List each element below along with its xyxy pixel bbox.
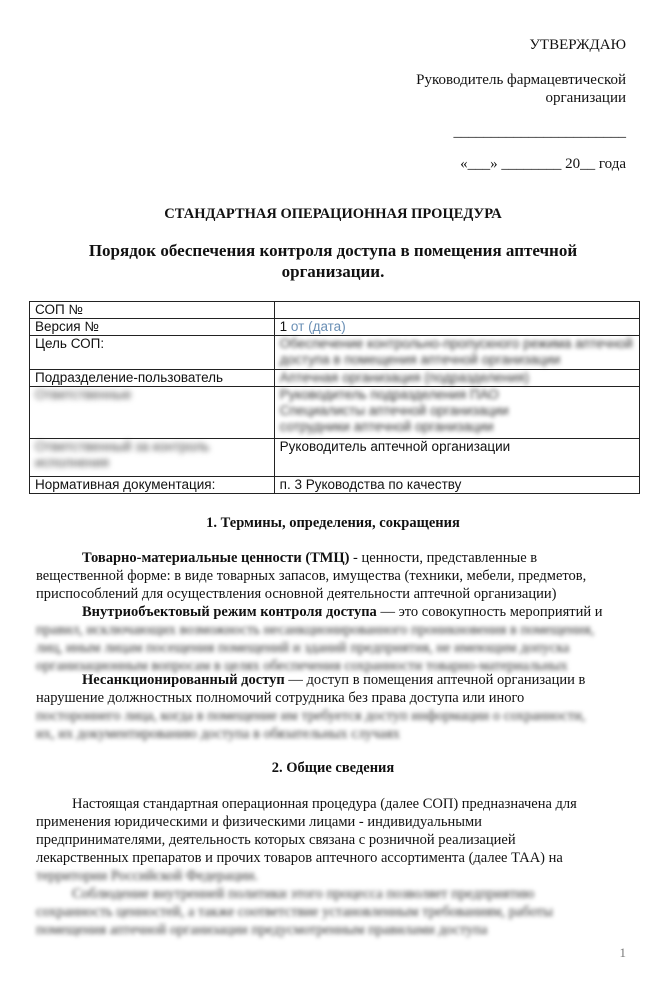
- tmc-line: [36, 549, 626, 567]
- subdivision-value: Аптечная организация (подразделения): [274, 370, 639, 387]
- control-label-line: Ответственный за контроль: [35, 439, 210, 454]
- sop-number-value: [274, 302, 639, 319]
- control-label-line: исполнения: [35, 455, 109, 470]
- approval-position-line2: организации: [545, 90, 626, 106]
- purpose-value-line: Обеспечение контрольно-пропускного режима аптечной: [279, 336, 633, 351]
- section2-blurred-line: территории Российской Федерации.: [36, 868, 259, 884]
- tmc-line: приспособлений для осуществления основной деятельности аптечной организации): [36, 586, 557, 602]
- responsible-value-line: сотрудники аптечной организации: [279, 419, 494, 434]
- unauth-text: — доступ в помещения аптечной организации в: [284, 672, 586, 688]
- section2-line: предпринимателями, деятельность которых связана с розничной реализацией: [36, 832, 516, 848]
- document-title-line1: Порядок обеспечения контроля доступа в помещения аптечной: [88, 241, 578, 260]
- sop-number-label: СОП №: [30, 302, 275, 319]
- section2-blurred-line: помещения аптечной организации предусмотренным правилами доступа: [36, 922, 488, 938]
- version-date: от (дата): [290, 319, 346, 334]
- access-term: Внутриобъектовый режим контроля доступа: [82, 604, 377, 620]
- access-line: [36, 603, 626, 621]
- unauth-line: [36, 671, 626, 689]
- access-text: — это совокупность мероприятий и: [376, 604, 603, 620]
- document-type: СТАНДАРТНАЯ ОПЕРАЦИОННАЯ ПРОЦЕДУРА: [164, 206, 502, 222]
- unauth-term: Несанкционированный доступ: [82, 672, 285, 688]
- control-label: [30, 439, 275, 477]
- section2-line: применения юридическими и физическими лицами - индивидуальными: [36, 814, 482, 830]
- table-row: [30, 477, 640, 494]
- unauth-blurred-line: постороннего лица, когда в помещение им требуется доступ информации о сохранности,: [36, 708, 586, 724]
- section2-blurred-line: сохранность ценностей, а также соответствие установленным требованиям, работы: [36, 904, 553, 920]
- normdoc-value: п. 3 Руководства по качеству: [274, 477, 639, 494]
- responsible-value-line: Руководитель подразделения ПАО: [279, 387, 499, 402]
- approval-signature-line: _______________________: [453, 124, 626, 140]
- approval-position-line1: Руководитель фармацевтической: [416, 72, 626, 88]
- purpose-value-line: доступа в помещения аптечной организации: [279, 352, 561, 367]
- access-blurred-line: правил, исключающих возможность несанкционированного проникновения в помещения,: [36, 622, 595, 638]
- unauth-blurred-line: их, их документированию доступа в обязательных случаях: [36, 726, 400, 742]
- tmc-definition: [36, 549, 626, 603]
- sop-info-table: [29, 301, 640, 494]
- responsible-label: Ответственные: [30, 387, 275, 439]
- unauth-line: нарушение должностных полномочий сотрудника без права доступа или иного: [36, 690, 525, 706]
- version-label: Версия №: [30, 319, 275, 336]
- section1-title: 1. Термины, определения, сокращения: [206, 515, 460, 531]
- page-number: 1: [619, 945, 626, 960]
- access-blurred-line: организационным вопросам в целях обеспечения сохранности товарно-материальных: [36, 658, 568, 674]
- section2-line: Настоящая стандартная операционная процедура (далее СОП) предназначена для: [72, 796, 577, 812]
- version-value: [274, 319, 639, 336]
- purpose-value: [274, 336, 639, 370]
- table-row: [30, 387, 640, 439]
- table-row: [30, 302, 640, 319]
- tmc-line: вещественной форме: в виде товарных запасов, имущества (техники, мебели, предметов,: [36, 568, 587, 584]
- section2-line: лекарственных препаратов и прочих товаров аптечного ассортимента (далее ТАА) на: [36, 850, 563, 866]
- responsible-value: [274, 387, 639, 439]
- access-definition: [36, 603, 626, 675]
- subdivision-label: Подразделение-пользователь: [30, 370, 275, 387]
- table-row: [30, 439, 640, 477]
- section2-paragraph1: [36, 795, 626, 939]
- purpose-label: Цель СОП:: [30, 336, 275, 370]
- responsible-value-line: Специалисты аптечной организации: [279, 403, 509, 418]
- document-title-line2: организации.: [281, 262, 385, 281]
- normdoc-label: Нормативная документация:: [30, 477, 275, 494]
- tmc-term: Товарно-материальные ценности (ТМЦ): [82, 550, 350, 566]
- control-value: Руководитель аптечной организации: [274, 439, 639, 477]
- table-row: [30, 319, 640, 336]
- unauth-definition: [36, 671, 626, 743]
- section2-title: 2. Общие сведения: [271, 760, 395, 776]
- table-row: [30, 336, 640, 370]
- version-number: 1: [279, 319, 288, 334]
- approval-date-line: «___» ________ 20__ года: [460, 156, 626, 172]
- section2-blurred-line: Соблюдение внутренней политики этого процесса позволяет предприятию: [72, 886, 535, 902]
- approval-title: УТВЕРЖДАЮ: [529, 37, 626, 53]
- tmc-text: - ценности, представленные в: [349, 550, 538, 566]
- access-blurred-line: лиц, иным лицам посещения помещений и зданий предприятия, не имеющим допуска: [36, 640, 570, 656]
- table-row: [30, 370, 640, 387]
